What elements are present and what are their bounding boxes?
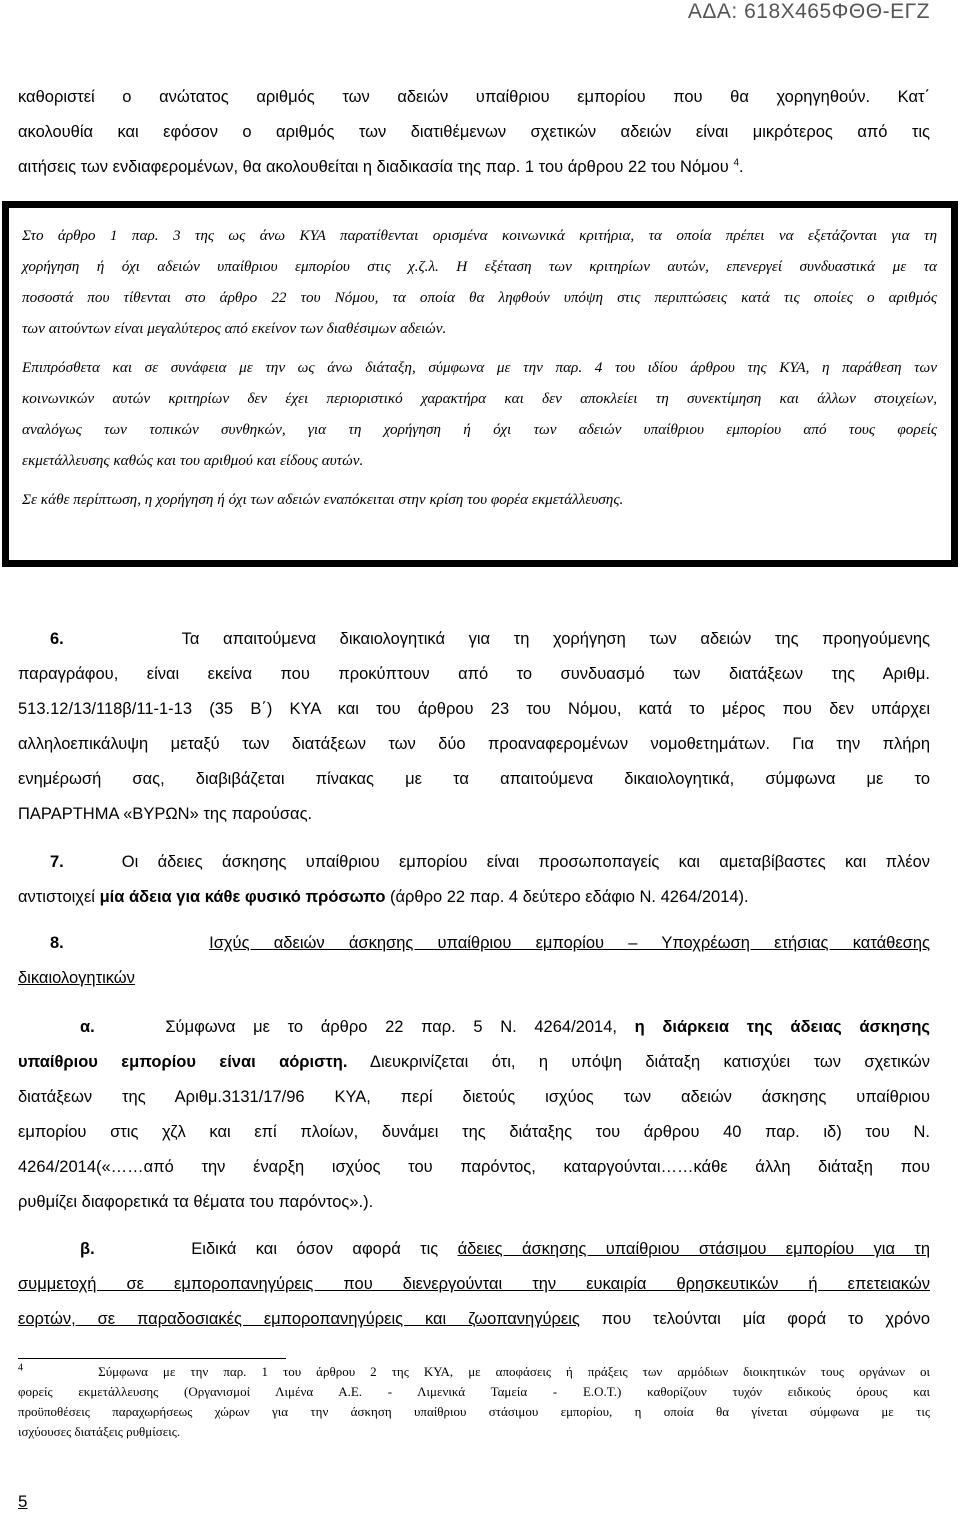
box-line: Στο άρθρο 1 παρ. 3 της ως άνω ΚΥΑ παρατίθενται ορισμένα κοινωνικά κριτήρια, τα οποία πρέπει να εξετάζονται για τη	[22, 227, 937, 244]
section-6-line: αλληλοεπικάλυψη μεταξύ των διατάξεων των δύο προαναφερομένων νομοθετημάτων. Για την πλήρη	[18, 735, 930, 753]
section-8b-line: συμμετοχή σε εμποροπανηγύρεις που διενεργούνται την ευκαιρία θρησκευτικών ή επετειακών	[18, 1275, 930, 1293]
info-box	[2, 201, 958, 567]
section-8a-line: εμπορίου στις χζλ και επί πλοίων, δυνάμει της διάταξης του άρθρου 40 παρ. ιδ) του Ν.	[18, 1123, 930, 1141]
section-6-number: 6.	[50, 630, 64, 648]
section-8a-line: 4264/2014(«……από την έναρξη ισχύος του παρόντος, καταργούνται……κάθε άλλη διάταξη που	[18, 1158, 930, 1176]
section-6-line: 6. Τα απαιτούμενα δικαιολογητικά για τη χορήγηση των αδειών της προηγούμενης	[50, 630, 930, 648]
section-8a-line: ρυθμίζει διαφορετικά τα θέματα του παρόντος».).	[18, 1193, 374, 1211]
section-8a-line: διατάξεων της Αριθμ.3131/17/96 ΚΥΑ, περί διετούς ισχύος των αδειών άσκησης υπαίθριου	[18, 1088, 930, 1106]
intro-line: ακολουθία και εφόσον ο αριθμός των διατιθέμενων σχετικών αδειών είναι μικρότερος από τις	[18, 123, 930, 141]
section-6-line: 513.12/13/118β/11-1-13 (35 Β΄) ΚΥΑ και του άρθρου 23 του Νόμου, κατά το μέρος που δεν υπάρχει	[18, 700, 930, 718]
section-6-line: ΠΑΡΑΡΤΗΜΑ «ΒΥΡΩΝ» της παρούσας.	[18, 805, 313, 823]
box-paragraph-1	[22, 220, 937, 344]
intro-line: καθοριστεί ο ανώτατος αριθμός των αδειών υπαίθριου εμπορίου που θα χορηγηθούν. Κατ΄	[18, 88, 930, 106]
page-number: 5	[18, 1492, 28, 1511]
section-8-title-line: δικαιολογητικών	[18, 969, 135, 987]
box-line: των αιτούντων είναι μεγαλύτερος από εκείνον των διαθέσιμων αδειών.	[22, 320, 447, 337]
section-8b-line: β. Ειδικά και όσον αφορά τις άδειες άσκησης υπαίθριου στάσιμου εμπορίου για τη	[80, 1240, 931, 1258]
section-8a-line: υπαίθριου εμπορίου είναι αόριστη. Διευκρινίζεται ότι, η υπόψη διάταξη κατισχύει των σχετικών	[18, 1053, 930, 1071]
intro-line: αιτήσεις των ενδιαφερομένων, θα ακολουθείται η διαδικασία της παρ. 1 του άρθρου 22 του Νόμου $^4$.	[18, 157, 744, 176]
ada-code: ΑΔΑ: 618Χ465ΦΘΘ-ΕΓΖ	[687, 0, 930, 23]
section-6-line: παραγράφου, είναι εκείνα που προκύπτουν από το συνδυασμό των διατάξεων της Αριθμ.	[18, 665, 930, 683]
box-line: χορήγηση ή όχι αδειών υπαίθριου εμπορίου στις χ.ζ.λ. Η εξέταση των κριτηρίων αυτών, επενεργεί συνδυαστικά με τα	[22, 258, 937, 275]
footnote-line: ισχύουσες διατάξεις ρυθμίσεις.	[18, 1424, 181, 1439]
box-line: Επιπρόσθετα και σε συνάφεια με την ως άνω διάταξη, σύμφωνα με την παρ. 4 του ιδίου άρθρου της ΚΥΑ, η παράθεση των	[22, 359, 937, 376]
section-6-line: ενημέρωσή σας, διαβιβάζεται πίνακας με τα απαιτούμενα δικαιολογητικά, σύμφωνα με το	[18, 770, 930, 788]
footnote-ref[interactable]: 4	[733, 157, 739, 169]
section-7-line: 7. Οι άδειες άσκησης υπαίθριου εμπορίου είναι προσωποπαγείς και αμεταβίβαστες και πλέον	[50, 853, 930, 871]
footnote-rule	[18, 1358, 286, 1359]
box-line: κοινωνικών αυτών κριτηρίων δεν έχει περιοριστικό χαρακτήρα και δεν αποκλείει τη συνεκτίμηση και άλλων στοιχείων,	[22, 390, 937, 407]
section-6	[18, 622, 930, 832]
box-line: Σε κάθε περίπτωση, η χορήγηση ή όχι των αδειών εναπόκειται στην κρίση του φορέα εκμετάλλευσης.	[22, 491, 624, 508]
box-line: αναλόγως των τοπικών συνθηκών, για τη χορήγηση ή όχι των αδειών υπαίθριου εμπορίου από τους φορείς	[22, 421, 937, 438]
section-8a	[18, 1010, 930, 1220]
section-7-number: 7.	[50, 853, 64, 871]
footnote	[18, 1362, 930, 1442]
footnote-line: φορείς εκμετάλλευσης (Οργανισμοί Λιμένα Α.Ε. - Λιμενικά Ταμεία - Ε.Ο.Τ.) καθορίζουν τυχόν ειδικούς όρους και	[18, 1384, 930, 1399]
section-7-line: αντιστοιχεί μία άδεια για κάθε φυσικό πρόσωπο (άρθρο 22 παρ. 4 δεύτερο εδάφιο Ν. 4264/2014).	[18, 888, 749, 906]
footnote-line: $^4$ Σύμφωνα με την παρ. 1 του άρθρου 2 της ΚΥΑ, με αποφάσεις ή πράξεις των αρμόδιων διοικητικών τους οργάνων οι	[18, 1362, 931, 1379]
section-8-number: 8.	[50, 934, 64, 952]
box-paragraph-2	[22, 352, 937, 476]
section-8-heading	[18, 926, 930, 996]
section-7	[18, 845, 930, 915]
box-line: εκμετάλλευσης καθώς και του αριθμού και είδους αυτών.	[22, 452, 364, 469]
section-8b-label: β.	[80, 1240, 95, 1258]
intro-paragraph	[18, 80, 930, 185]
section-8b	[18, 1232, 930, 1337]
section-8b-line: εορτών, σε παραδοσιακές εμποροπανηγύρεις και ζωοπανηγύρεις που τελούνται μία φορά το χρόνο	[18, 1310, 930, 1328]
section-8a-label: α.	[80, 1018, 95, 1036]
section-8a-line: α. Σύμφωνα με το άρθρο 22 παρ. 5 Ν. 4264/2014, η διάρκεια της άδειας άσκησης	[80, 1018, 930, 1036]
box-line: ποσοστά που τίθενται στο άρθρο 22 του Νόμου, τα οποία θα ληφθούν υπόψη στις περιπτώσεις κατά τις οποίες ο αριθμός	[22, 289, 937, 306]
footnote-line: προϋποθέσεις παραχωρήσεως χώρων για την άσκηση υπαίθριου στάσιμου εμπορίου, η οποία θα γίνεται σύμφωνα με τις	[18, 1404, 930, 1419]
section-8-title-line: 8. Ισχύς αδειών άσκησης υπαίθριου εμπορίου – Υποχρέωση ετήσιας κατάθεσης	[50, 934, 930, 952]
box-paragraph-3	[22, 484, 937, 515]
footnote-number: 4	[18, 1362, 23, 1374]
